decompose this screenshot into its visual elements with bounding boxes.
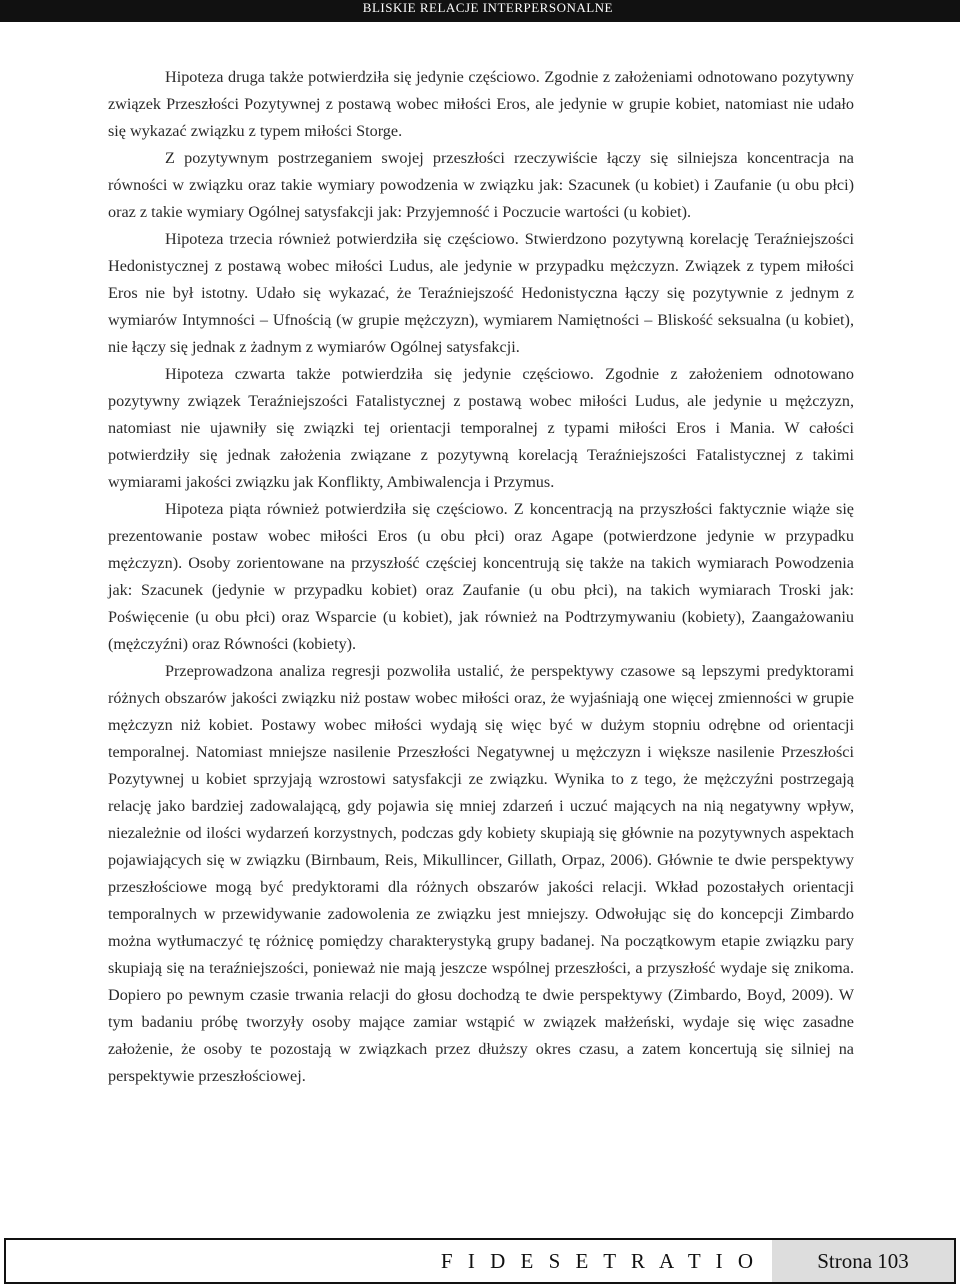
page-number: Strona 103 [772, 1240, 954, 1282]
paragraph-hypothesis-4: Hipoteza czwarta także potwierdziła się jedynie częściowo. Zgodnie z założeniem odnotowano pozytywny związek Teraźniejszości Fatalistycznej z postawą wobec miłości Ludus, ale jedynie u mężczyzn, natomiast nie ujawniły się związki tej orientacji temporalnej z typami miłości Eros i Mania. W całości potwierdziły się jednak założenia związane z pozytywną korelacją Teraźniejszości Fatalistycznej z takimi wymiarami jakości związku jak Konflikty, Ambiwalencja i Przymus. [108, 365, 854, 491]
paragraph-regression-analysis: Przeprowadzona analiza regresji pozwoliła ustalić, że perspektywy czasowe są lepszymi predyktorami różnych obszarów jakości związku niż postaw wobec miłości oraz, że wyjaśniają one więcej zmienności w grupie mężczyzn niż kobiet. Postawy wobec miłości wydają się więc być w dużym stopniu odrębne od orientacji temporalnej. Natomiast mniejsze nasilenie Przeszłości Negatywnej u mężczyzn i większe nasilenie Przeszłości Pozytywnej u kobiet sprzyjają wzrostowi satysfakcji ze związku. Wynika to z tego, że mężczyźni postrzegają relację jako bardziej zadowalającą, gdy pojawia się mniej zdarzeń i uczuć mających na nią negatywny wpływ, niezależnie od ilości wydarzeń korzystnych, podczas gdy kobiety skupiają się głównie na pozytywnych aspektach pojawiających się w związku (Birnbaum, Reis, Mikullincer, Gillath, Orpaz, 2006). Głównie te dwie perspektywy przeszłościowe mogą być predyktorami dla różnych obszarów jakości relacji. Wkład pozostałych orientacji temporalnych w przewidywanie zadowolenia ze związku jest mniejszy. Odwołując się do koncepcji Zimbardo można wytłumaczyć tę różnicę pomiędzy charakterystyką grupy badanej. Na początkowym etapie związku pary skupiają się na teraźniejszości, ponieważ nie mają jeszcze wspólnej przeszłości, a przyszłość wydaje się znikoma. Dopiero po pewnym czasie trwania relacji do głosu dochodzą te dwie perspektywy (Zimbardo, Boyd, 2009). W tym badaniu próbę tworzyły osoby mające zamiar wstąpić w związek małżeński, wydaje się więc zasadne założenie, że osoby te pozostają w związkach przez dłuższy okres czasu, a zatem koncertują się silniej na perspektywie przeszłościowej. [108, 662, 854, 1085]
page-footer [4, 1238, 956, 1284]
journal-name: F I D E S E T R A T I O [440, 1249, 758, 1273]
paragraph-hypothesis-2: Hipoteza druga także potwierdziła się jedynie częściowo. Zgodnie z założeniami odnotowano pozytywny związek Przeszłości Pozytywnej z postawą wobec miłości Eros, ale jedynie w grupie kobiet, natomiast nie udało się wykazać związku z typem miłości Storge. [108, 68, 854, 140]
paragraph-hypothesis-3: Hipoteza trzecia również potwierdziła się częściowo. Stwierdzono pozytywną korelację Teraźniejszości Hedonistycznej z postawą wobec miłości Ludus, ale jedynie w przypadku mężczyzn. Związek z typem miłości Eros nie był istotny. Udało się wykazać, że Teraźniejszość Hedonistyczna łączy się pozytywnie z jednym z wymiarów Intymności – Ufnością (w grupie mężczyzn), wymiarem Namiętności – Bliskość seksualna (u kobiet), nie łączy się jednak z żadnym z wymiarów Ogólnej satysfakcji. [108, 230, 854, 356]
paragraph-hypothesis-5: Hipoteza piąta również potwierdziła się częściowo. Z koncentracją na przyszłości faktycznie wiąże się prezentowanie postaw wobec miłości Eros (u obu płci) oraz Agape (potwierdzone jedynie w przypadku mężczyzn). Osoby zorientowane na przyszłość częściej koncentrują się także na takich wymiarach Powodzenia jak: Szacunek (jedynie w przypadku kobiet) oraz Zaufanie (u obu płci), na takich wymiarach Troski jak: Poświęcenie (u obu płci) oraz Wsparcie (u kobiet), jak również na Podtrzymywaniu (kobiety), Zaangażowaniu (mężczyźni) oraz Równości (kobiety). [108, 500, 854, 653]
paragraph-past-positive: Z pozytywnym postrzeganiem swojej przeszłości rzeczywiście łączy się silniejsza koncentracja na równości w związku oraz takie wymiary powodzenia w związku jak: Szacunek (u kobiet) i Zaufanie (u obu płci) oraz z takie wymiary Ogólnej satysfakcji jak: Przyjemność i Poczucie wartości (u kobiet). [108, 149, 854, 221]
running-header [0, 0, 960, 22]
article-body [108, 64, 854, 1090]
running-header-title: BLISKIE RELACJE INTERPERSONALNE [362, 0, 613, 15]
